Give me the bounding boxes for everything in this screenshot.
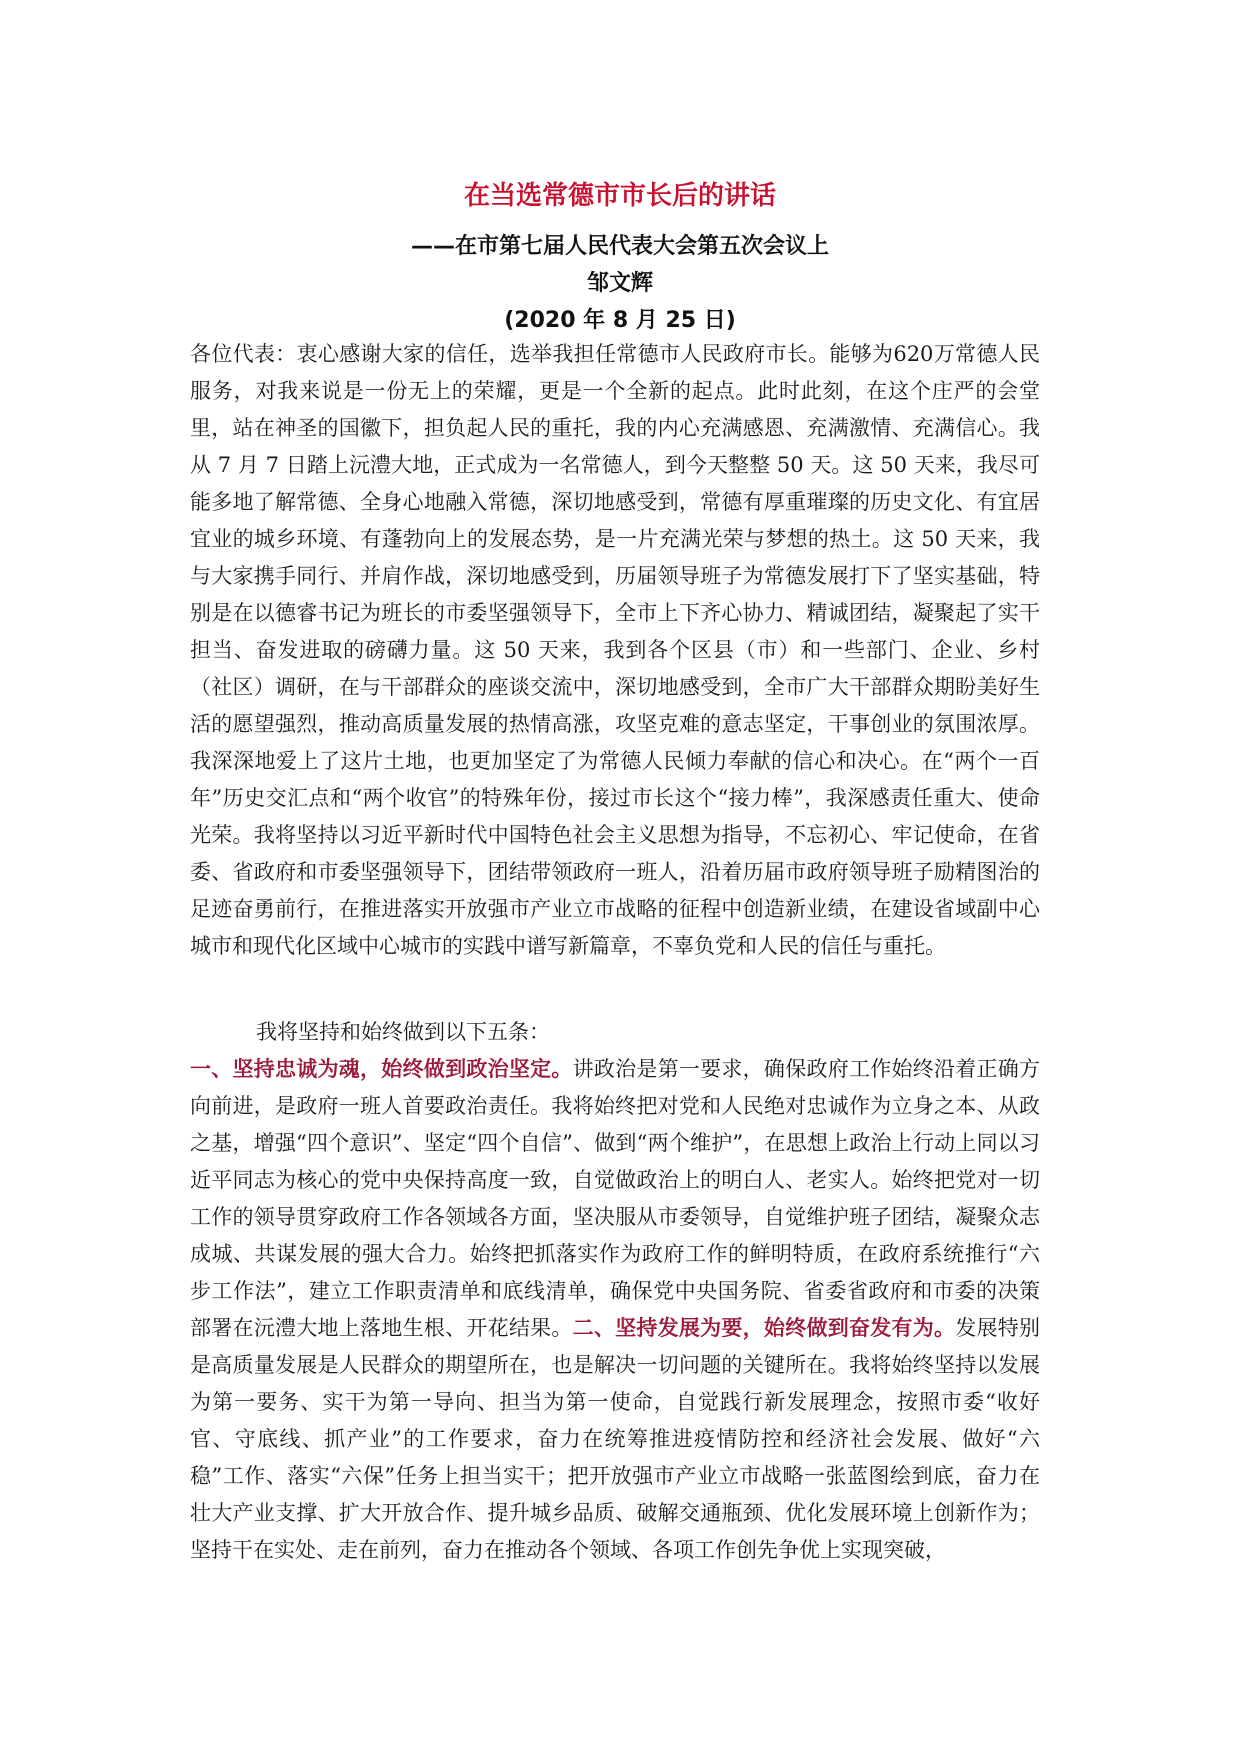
point-2-heading: 二、坚持发展为要，始终做到奋发有为。 — [572, 1316, 956, 1340]
point-1-heading: 一、坚持忠诚为魂，始终做到政治坚定。 — [190, 1057, 573, 1081]
opening-paragraph: 各位代表：衷心感谢大家的信任，选举我担任常德市人民政府市长。能够为620万常德人民服务，对我来说是一份无上的荣耀，更是一个全新的起点。此时此刻，在这个庄严的会堂里，站在神圣的国徽下，担负起人民的重托，我的内心充满感恩、充满激情、充满信心。我从 7 月 7 日踏上沅澧大地，正式成为一名常德人，到今天整整 50 天。这 50 天来，我尽可能多地了解常德、全身心地融入常德，深切地感受到，常德有厚重璀璨的历史文化、有宜居宜业的城乡环境、有蓬勃向上的发展态势，是一片充满光荣与梦想的热土。这 50 天来，我与大家携手同行、并肩作战，深切地感受到，历届领导班子为常德发展打下了坚实基础，特别是在以德睿书记为班长的市委坚强领导下，全市上下齐心协力、精诚团结，凝聚起了实干担当、奋发进取的磅礴力量。这 50 天来，我到各个区县（市）和一些部门、企业、乡村（社区）调研，在与干部群众的座谈交流中，深切地感受到，全市广大干部群众期盼美好生活的愿望强烈，推动高质量发展的热情高涨，攻坚克难的意志坚定，干事创业的氛围浓厚。我深深地爱上了这片土地，也更加坚定了为常德人民倾力奉献的信心和决心。在“两个一百年”历史交汇点和“两个收官”的特殊年份，接过市长这个“接力棒”，我深感责任重大、使命光荣。我将坚持以习近平新时代中国特色社会主义思想为指导，不忘初心、牢记使命，在省委、省政府和市委坚强领导下，团结带领政府一班人，沿着历届市政府领导班子励精图治的足迹奋勇前行，在推进落实开放强市产业立市战略的征程中创造新业绩，在建设省域副中心城市和现代化区域中心城市的实践中谱写新篇章，不辜负党和人民的信任与重托。 — [190, 342, 1040, 958]
document-title: 在当选常德市市长后的讲话 — [463, 181, 776, 211]
point-1-text: 讲政治是第一要求，确保政府工作始终沿着正确方向前进，是政府一班人首要政治责任。我将始终把对党和人民绝对忠诚作为立身之本、从政之基，增强“四个意识”、坚定“四个自信”、做到“两个维护”，在思想上政治上行动上同以习近平同志为核心的党中央保持高度一致，自觉做政治上的明白人、老实人。始终把党对一切工作的领导贯穿政府工作各领域各方面，坚决服从市委领导，自觉维护班子团结，凝聚众志成城、共谋发展的强大合力。始终把抓落实作为政府工作的鲜明特质，在政府系统推行“六步工作法”，建立工作职责清单和底线清单，确保党中央国务院、省委省政府和市委的决策部署在沅澧大地上落地生根、开花结果。 — [190, 1057, 1041, 1340]
points-paragraph — [190, 1051, 1040, 1569]
speech-date: (2020 年 8 月 25 日) — [504, 308, 736, 333]
five-points-intro: 我将坚持和始终做到以下五条： — [256, 1020, 550, 1044]
point-2-text: 发展特别是高质量发展是人民群众的期望所在，也是解决一切问题的关键所在。我将始终坚持以发展为第一要务、实干为第一导向、担当为第一使命，自觉践行新发展理念，按照市委“收好官、守底线、抓产业”的工作要求，奋力在统筹推进疫情防控和经济社会发展、做好“六稳”工作、落实“六保”任务上担当实干；把开放强市产业立市战略一张蓝图绘到底，奋力在壮大产业支撑、扩大开放合作、提升城乡品质、破解交通瓶颈、优化发展环境上创新作为；坚持干在实处、走在前列，奋力在推动各个领域、各项工作创先争优上实现突破， — [190, 1316, 1041, 1562]
author-name: 邹文辉 — [586, 271, 653, 296]
session-subtitle: ——在市第七届人民代表大会第五次会议上 — [410, 234, 829, 259]
